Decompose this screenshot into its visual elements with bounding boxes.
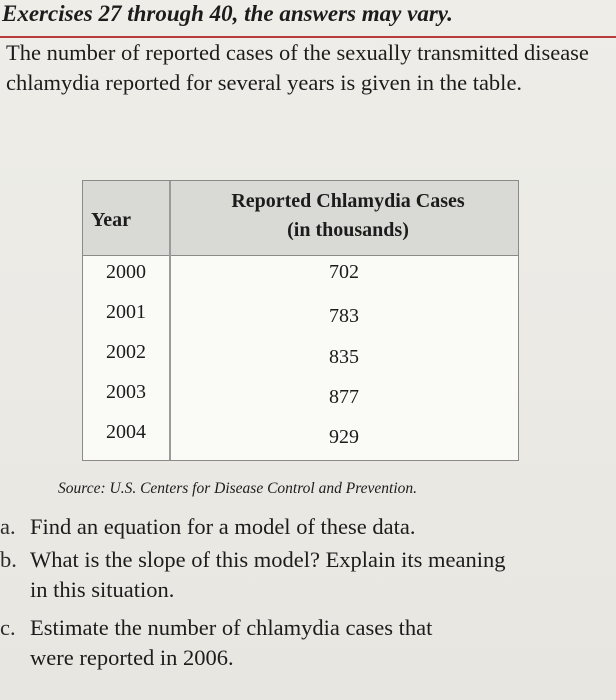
year-cell: 2003 xyxy=(106,381,146,403)
year-cell: 2002 xyxy=(106,341,146,363)
exercise-label: a. xyxy=(0,514,16,539)
cases-cell: 783 xyxy=(329,305,359,327)
exercise-text-continued: were reported in 2006. xyxy=(30,645,234,670)
cases-cell: 877 xyxy=(329,386,359,408)
year-cell: 2000 xyxy=(106,261,146,283)
exercise-a xyxy=(0,512,416,542)
cases-cell: 835 xyxy=(329,346,359,368)
exercise-text-continued: in this situation. xyxy=(30,577,175,602)
table-row xyxy=(83,381,518,421)
exercise-text: Estimate the number of chlamydia cases that xyxy=(30,615,433,640)
table-row xyxy=(83,341,518,381)
exercise-text: Find an equation for a model of these data. xyxy=(30,514,416,539)
exercise-b xyxy=(0,545,506,605)
exercise-label: b. xyxy=(0,547,17,572)
table-row xyxy=(83,261,518,301)
column-header-cases-line2: (in thousands) xyxy=(287,219,409,241)
exercise-text: What is the slope of this model? Explain its meaning xyxy=(30,547,506,572)
year-cell: 2004 xyxy=(106,421,146,443)
table-header xyxy=(83,181,518,256)
table-source: Source: U.S. Centers for Disease Control and Prevention. xyxy=(58,480,418,497)
table-row xyxy=(83,301,518,341)
exercise-label: c. xyxy=(0,615,16,640)
cases-cell: 702 xyxy=(329,261,359,283)
problem-intro: The number of reported cases of the sexually transmitted disease chlamydia reported for several years is given in the table. xyxy=(6,40,589,95)
exercise-header: Exercises 27 through 40, the answers may vary. xyxy=(2,1,453,26)
chlamydia-table xyxy=(82,180,519,461)
column-header-cases xyxy=(183,187,513,245)
table-row xyxy=(83,421,518,461)
year-cell: 2001 xyxy=(106,301,146,323)
cases-cell: 929 xyxy=(329,426,359,448)
exercise-c xyxy=(0,613,432,673)
column-header-year: Year xyxy=(91,209,131,231)
column-header-cases-line1: Reported Chlamydia Cases xyxy=(231,190,465,212)
